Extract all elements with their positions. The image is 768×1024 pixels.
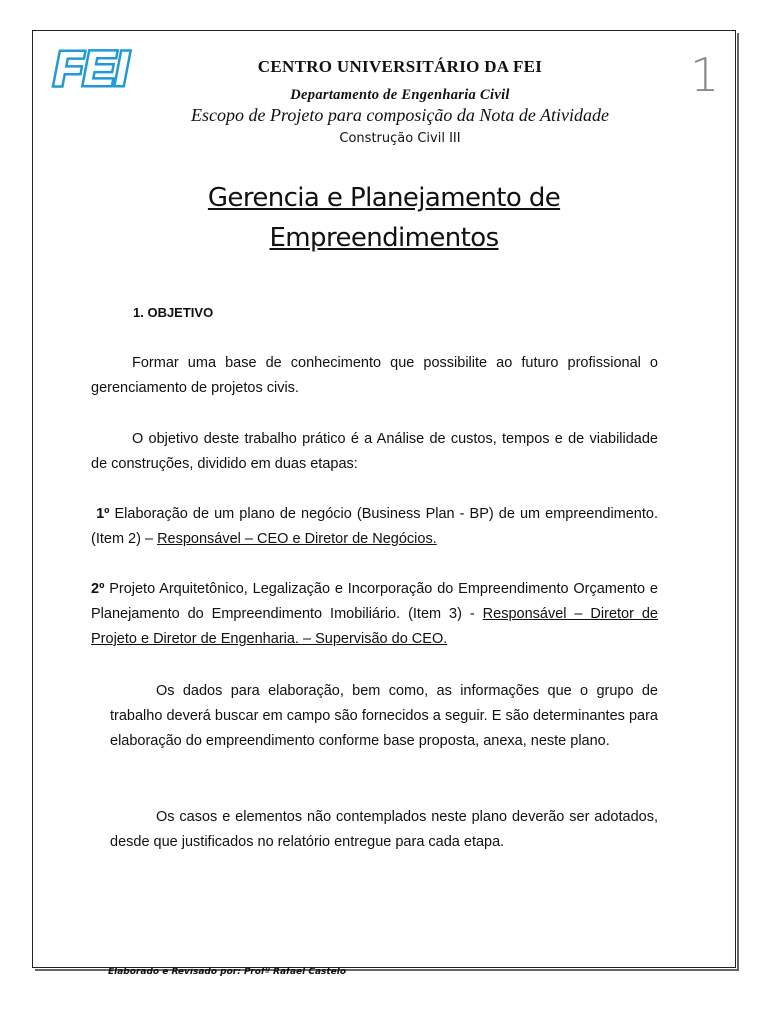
step-2-text: Projeto Arquitetônico, Legalização e Incorporação do Empreendimento Orçamento e Planejamento do Empreendimento Imobiliário. (Item 3) - bbox=[91, 581, 658, 622]
step-2-responsible: Responsável – Diretor de Projeto e Diretor de Engenharia. – Supervisão do CEO. bbox=[91, 606, 658, 647]
section-heading: 1. OBJETIVO bbox=[133, 305, 214, 320]
course-name: Construção Civil III bbox=[339, 131, 461, 146]
paragraph-5: Os dados para elaboração, bem como, as informações que o grupo de trabalho deverá buscar em campo são fornecidos a seguir. E são determinantes para elaboração do empreendimento conforme base proposta, anexa, neste plano. bbox=[110, 683, 658, 749]
paragraph-6: Os casos e elementos não contemplados neste plano deverão ser adotados, desde que justificados no relatório entregue para cada etapa. bbox=[110, 809, 658, 850]
title-line-1: Gerencia e Planejamento de bbox=[207, 183, 561, 213]
department-name: Departamento de Engenharia Civil bbox=[290, 87, 510, 103]
fei-logo bbox=[48, 42, 134, 94]
paragraph-2: O objetivo deste trabalho prático é a Análise de custos, tempos e de viabilidade de construções, dividido em duas etapas: bbox=[91, 431, 658, 472]
step-1-marker: 1º bbox=[96, 506, 110, 522]
paragraph-step-1 bbox=[91, 502, 658, 552]
paragraph-1: Formar uma base de conhecimento que possibilite ao futuro profissional o gerenciamento de projetos civis. bbox=[91, 355, 658, 396]
paragraph-step-2 bbox=[91, 577, 658, 652]
title-line-2: Empreendimentos bbox=[269, 223, 499, 253]
step-1-responsible: Responsável – CEO e Diretor de Negócios. bbox=[157, 531, 437, 547]
logo-text: FEI bbox=[53, 43, 129, 94]
institution-name: CENTRO UNIVERSITÁRIO DA FEI bbox=[257, 57, 543, 76]
document-title bbox=[90, 178, 678, 258]
step-2-marker: 2º bbox=[91, 581, 105, 597]
scope-line: Escopo de Projeto para composição da Nota de Atividade bbox=[191, 105, 609, 125]
step-1-text: Elaboração de um plano de negócio (Business Plan - BP) de um empreendimento. (Item 2) – bbox=[91, 506, 658, 547]
page-number: 1 bbox=[690, 48, 720, 102]
footer-author: Elaborado e Revisado por: Profº Rafael Castelo bbox=[108, 967, 347, 977]
